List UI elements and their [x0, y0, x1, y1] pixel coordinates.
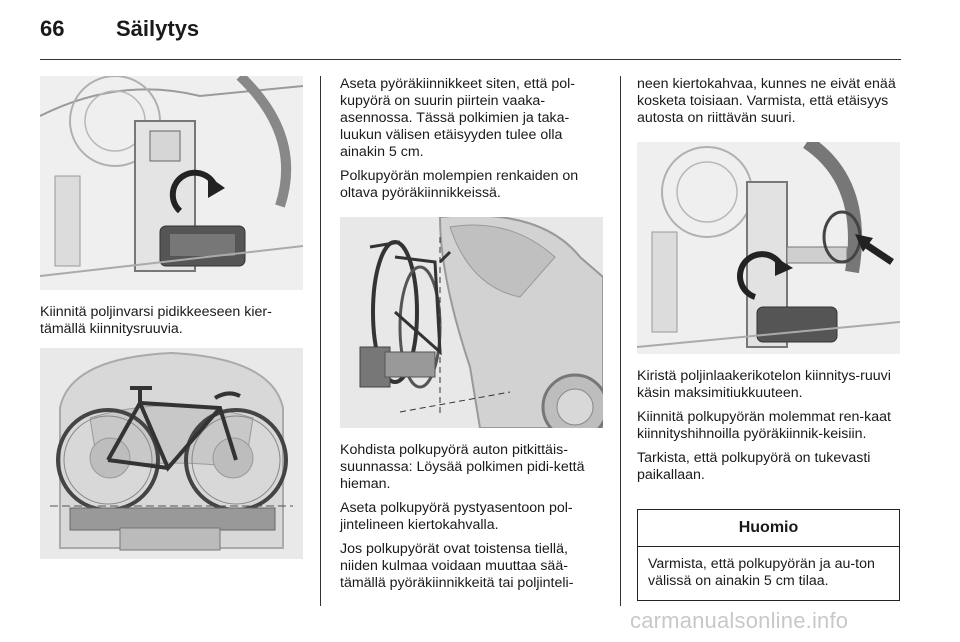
watermark: carmanualsonline.info [630, 608, 849, 633]
page-title: Säilytys [116, 16, 200, 41]
paragraph-rotate-handle: neen kiertokahvaa, kunnes ne eivät enää kosketa toisiaan. Varmista, että etäisyys autosta on riittävän suuri. [637, 76, 896, 126]
bike-on-rear-carrier-icon [40, 348, 303, 559]
paragraph-bikes-touching: Jos polkupyörät ovat toistensa tiellä, niiden kulmaa voidaan muuttaa sää-tämällä pyöräkiinnikkeitä tai poljinteli- [340, 541, 574, 591]
header-rule [40, 59, 901, 60]
note-body: Varmista, että polkupyörän ja au-ton välissä on ainakin 5 cm tilaa. [648, 556, 875, 589]
paragraph-both-wheels: Polkupyörän molempien renkaiden on oltava pyöräkiinnikkeissä. [340, 168, 579, 201]
page-header [0, 0, 960, 62]
bike-carrier-clamp-icon [637, 142, 900, 354]
figure-pedal-clamp [40, 76, 303, 290]
paragraph-pedal-clamp: Kiinnitä poljinvarsi pidikkeeseen kier-tämällä kiinnitysruuvia. [40, 304, 272, 337]
note-title: Huomio [638, 510, 899, 547]
paragraph-check-secure: Tarkista, että polkupyörä on tukevasti paikallaan. [637, 450, 871, 483]
column-2-text-bottom [340, 442, 608, 599]
figure-frame-clamp [637, 142, 900, 354]
figure-bike-rear-view [40, 348, 303, 559]
column-divider-2 [620, 76, 621, 606]
paragraph-carrier-adjust: Aseta pyöräkiinnikkeet siten, että pol-kupyörä on suurin piirtein vaaka-asennossa. Tässä polkimien ja taka-luukun välisen etäisyyden tulee olla ainakin 5 cm. [340, 76, 576, 160]
paragraph-straps: Kiinnitä polkupyörän molemmat ren-kaat kiinnityshihnoilla pyöräkiinnik-keisiin. [637, 409, 891, 442]
column-divider-1 [320, 76, 321, 606]
bike-carrier-pedal-arm-icon [40, 76, 303, 290]
column-1-text [40, 304, 306, 345]
paragraph-tighten-screw: Kiristä poljinlaakerikotelon kiinnitys-ruuvi käsin maksimitiukkuuteen. [637, 368, 891, 401]
paragraph-upright: Aseta polkupyörä pystyasentoon pol-jintelineen kiertokahvalla. [340, 500, 573, 533]
note-box [637, 509, 900, 601]
bike-on-carrier-side-icon [340, 217, 603, 428]
column-3-text-top [637, 76, 905, 134]
figure-bike-side-view [340, 217, 603, 428]
column-2-text-top [340, 76, 608, 209]
page-number: 66 [40, 16, 65, 41]
paragraph-align-bike: Kohdista polkupyörä auton pitkittäis-suunnassa: Löysää polkimen pidi-kettä hieman. [340, 442, 585, 492]
column-3-text-bottom [637, 368, 905, 491]
